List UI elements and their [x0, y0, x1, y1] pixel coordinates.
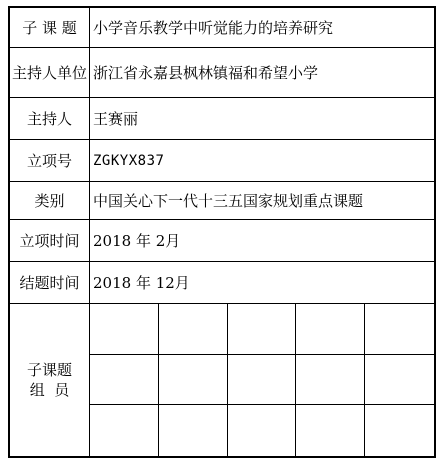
value-subtopic: 小学音乐教学中听觉能力的培养研究	[93, 19, 334, 37]
label-members	[10, 304, 90, 456]
label-category: 类别	[10, 182, 90, 219]
label-project-number: 立项号	[10, 140, 90, 181]
row-subtopic	[10, 8, 434, 48]
member-cell	[159, 405, 228, 456]
row-end-date	[10, 262, 434, 304]
member-cell	[90, 405, 159, 456]
member-cell	[228, 304, 297, 355]
member-cell	[228, 405, 297, 456]
members-grid	[90, 304, 434, 456]
label-subtopic: 子 课 题	[10, 8, 90, 47]
member-cell	[159, 355, 228, 406]
value-end-date: 2018 年 12月	[93, 274, 190, 292]
value-host-unit: 浙江省永嘉县枫林镇福和希望小学	[93, 64, 319, 82]
row-project-number	[10, 140, 434, 182]
member-cell	[365, 355, 434, 406]
member-cell	[296, 405, 365, 456]
member-cell	[365, 304, 434, 355]
row-host-unit	[10, 48, 434, 98]
label-members-line1: 子课题	[26, 361, 72, 379]
label-end-date: 结题时间	[10, 262, 90, 303]
member-cell	[228, 355, 297, 406]
member-cell	[296, 355, 365, 406]
row-members	[10, 304, 434, 456]
row-host	[10, 98, 434, 140]
label-start-date: 立项时间	[10, 220, 90, 261]
label-host: 主持人	[10, 98, 90, 139]
value-project-number: ZGKYX837	[93, 152, 165, 169]
member-cell	[365, 405, 434, 456]
label-host-unit: 主持人单位	[10, 48, 90, 97]
label-members-line2: 组 员	[29, 381, 70, 399]
member-cell	[159, 304, 228, 355]
value-host: 王赛丽	[93, 110, 139, 128]
row-start-date	[10, 220, 434, 262]
member-cell	[90, 355, 159, 406]
member-cell	[296, 304, 365, 355]
row-category	[10, 182, 434, 220]
value-start-date: 2018 年 2月	[93, 232, 181, 250]
member-cell	[90, 304, 159, 355]
project-info-form	[8, 6, 436, 458]
value-category: 中国关心下一代十三五国家规划重点课题	[93, 192, 364, 210]
